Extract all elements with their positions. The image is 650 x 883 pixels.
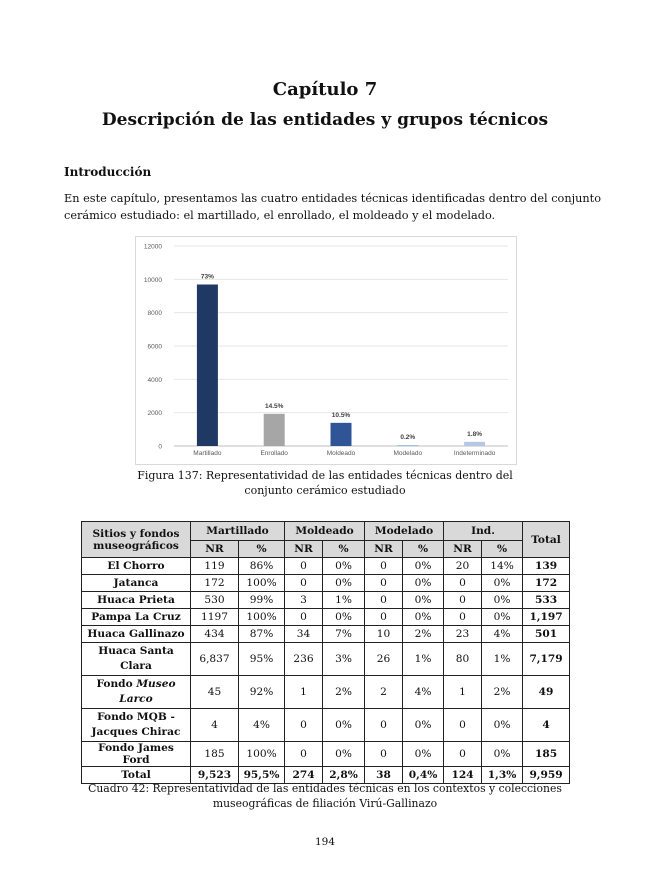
pct-cell: 0% (482, 742, 523, 767)
total-column-header: Total (523, 522, 570, 558)
subheader-nr: NR (285, 541, 323, 558)
nr-cell: 530 (191, 592, 239, 609)
data-label: 10.5% (331, 411, 351, 419)
site-name: Huaca Prieta (82, 592, 191, 609)
nr-cell: 0 (444, 575, 482, 592)
y-tick-label: 10000 (143, 276, 162, 284)
table-row (82, 676, 570, 709)
nr-cell: 80 (444, 643, 482, 676)
pct-cell: 2% (323, 676, 365, 709)
pct-cell: 1% (403, 643, 444, 676)
nr-cell: 0 (365, 609, 403, 626)
pct-cell: 0% (482, 609, 523, 626)
pct-cell: 1% (482, 643, 523, 676)
site-name: Pampa La Cruz (82, 609, 191, 626)
pct-cell: 0% (323, 575, 365, 592)
pct-cell: 0% (482, 592, 523, 609)
table-row (82, 558, 570, 575)
table-row (82, 609, 570, 626)
total-cell: 1,197 (523, 609, 570, 626)
pct-cell: 4% (239, 709, 285, 742)
pct-cell: 95% (239, 643, 285, 676)
bar-moldeado (331, 423, 352, 446)
nr-cell: 38 (365, 767, 403, 784)
pct-cell: 1,3% (482, 767, 523, 784)
bar-modelado (397, 445, 418, 446)
figure-caption: Figura 137: Representatividad de las entidades técnicas dentro del conjunto cerámico estudiado (137, 469, 513, 497)
site-name: Fondo Museo Larco (82, 676, 191, 709)
y-tick-label: 4000 (147, 376, 162, 384)
nr-cell: 20 (444, 558, 482, 575)
chapter-title: Descripción de las entidades y grupos técnicos (101, 110, 549, 130)
pct-cell: 0,4% (403, 767, 444, 784)
grand-total-cell: 9,959 (523, 767, 570, 784)
pct-cell: 4% (403, 676, 444, 709)
pct-cell: 100% (239, 575, 285, 592)
group-header-ind: Ind. (444, 522, 523, 541)
data-label: 73% (200, 273, 214, 281)
nr-cell: 3 (285, 592, 323, 609)
nr-cell: 0 (444, 609, 482, 626)
subheader-pct: % (323, 541, 365, 558)
pct-cell: 95,5% (239, 767, 285, 784)
bar-chart-svg (136, 237, 516, 464)
pct-cell: 0% (403, 558, 444, 575)
data-label: 1.8% (467, 430, 483, 438)
site-name: Huaca Santa Clara (82, 643, 191, 676)
nr-cell: 0 (365, 575, 403, 592)
nr-cell: 9,523 (191, 767, 239, 784)
nr-cell: 0 (365, 558, 403, 575)
chapter-heading: Capítulo 7 (272, 79, 378, 100)
nr-cell: 2 (365, 676, 403, 709)
total-cell: 49 (523, 676, 570, 709)
total-cell: 139 (523, 558, 570, 575)
total-cell: 7,179 (523, 643, 570, 676)
site-name: Fondo MQB - Jacques Chirac (82, 709, 191, 742)
x-tick-label: Enrollado (260, 450, 288, 457)
table-row (82, 742, 570, 767)
y-tick-label: 6000 (147, 343, 162, 351)
nr-cell: 0 (444, 742, 482, 767)
intro-paragraph: En este capítulo, presentamos las cuatro entidades técnicas identificadas dentro del conjunto cerámico estudiado: el martillado, el enrollado, el moldeado y el modelado. (64, 192, 602, 222)
table-row (82, 592, 570, 609)
group-header-modelado: Modelado (365, 522, 444, 541)
subheader-pct: % (403, 541, 444, 558)
pct-cell: 2% (482, 676, 523, 709)
group-header-moldeado: Moldeado (285, 522, 365, 541)
pct-cell: 100% (239, 742, 285, 767)
subheader-nr: NR (191, 541, 239, 558)
x-tick-label: Martillado (193, 450, 222, 457)
nr-cell: 0 (365, 709, 403, 742)
nr-cell: 124 (444, 767, 482, 784)
y-tick-label: 0 (158, 443, 162, 451)
group-header-martillado: Martillado (191, 522, 285, 541)
total-cell: 172 (523, 575, 570, 592)
site-name: Fondo James Ford (82, 742, 191, 767)
pct-cell: 4% (482, 626, 523, 643)
site-column-header: Sitios y fondos museográficos (82, 522, 191, 558)
site-name: Huaca Gallinazo (82, 626, 191, 643)
subheader-nr: NR (365, 541, 403, 558)
pct-cell: 0% (403, 592, 444, 609)
subheader-pct: % (239, 541, 285, 558)
nr-cell: 0 (285, 558, 323, 575)
pct-cell: 0% (323, 609, 365, 626)
pct-cell: 7% (323, 626, 365, 643)
site-name: El Chorro (82, 558, 191, 575)
pct-cell: 14% (482, 558, 523, 575)
total-cell: 4 (523, 709, 570, 742)
pct-cell: 0% (482, 575, 523, 592)
pct-cell: 0% (482, 709, 523, 742)
y-tick-label: 8000 (147, 310, 162, 318)
y-tick-label: 2000 (147, 410, 162, 418)
nr-cell: 26 (365, 643, 403, 676)
bar-martillado (197, 285, 218, 447)
total-cell: 533 (523, 592, 570, 609)
pct-cell: 0% (323, 558, 365, 575)
pct-cell: 0% (403, 742, 444, 767)
table-row (82, 575, 570, 592)
pct-cell: 0% (403, 609, 444, 626)
nr-cell: 0 (285, 709, 323, 742)
pct-cell: 99% (239, 592, 285, 609)
nr-cell: 0 (365, 742, 403, 767)
subheader-pct: % (482, 541, 523, 558)
x-tick-label: Moldeado (326, 450, 356, 457)
bar-chart (135, 236, 517, 465)
total-label: Total (82, 767, 191, 784)
nr-cell: 45 (191, 676, 239, 709)
nr-cell: 1 (444, 676, 482, 709)
nr-cell: 236 (285, 643, 323, 676)
nr-cell: 274 (285, 767, 323, 784)
y-tick-label: 12000 (143, 243, 162, 251)
nr-cell: 434 (191, 626, 239, 643)
pct-cell: 2,8% (323, 767, 365, 784)
pct-cell: 1% (323, 592, 365, 609)
nr-cell: 23 (444, 626, 482, 643)
nr-cell: 172 (191, 575, 239, 592)
nr-cell: 0 (285, 575, 323, 592)
pct-cell: 92% (239, 676, 285, 709)
pct-cell: 100% (239, 609, 285, 626)
pct-cell: 3% (323, 643, 365, 676)
total-cell: 501 (523, 626, 570, 643)
pct-cell: 0% (403, 575, 444, 592)
entities-table (81, 521, 570, 784)
nr-cell: 1197 (191, 609, 239, 626)
nr-cell: 4 (191, 709, 239, 742)
pct-cell: 87% (239, 626, 285, 643)
page-number: 194 (314, 836, 336, 848)
pct-cell: 0% (323, 709, 365, 742)
nr-cell: 6,837 (191, 643, 239, 676)
pct-cell: 2% (403, 626, 444, 643)
nr-cell: 0 (444, 592, 482, 609)
nr-cell: 34 (285, 626, 323, 643)
x-tick-label: Indeterminado (453, 450, 496, 457)
nr-cell: 119 (191, 558, 239, 575)
table-row (82, 626, 570, 643)
pct-cell: 0% (403, 709, 444, 742)
data-label: 0.2% (400, 434, 416, 441)
nr-cell: 185 (191, 742, 239, 767)
bar-indeterminado (464, 442, 485, 446)
section-heading: Introducción (64, 165, 152, 179)
nr-cell: 0 (365, 592, 403, 609)
pct-cell: 0% (323, 742, 365, 767)
site-name: Jatanca (82, 575, 191, 592)
nr-cell: 1 (285, 676, 323, 709)
pct-cell: 86% (239, 558, 285, 575)
data-label: 14.5% (264, 402, 284, 410)
nr-cell: 0 (285, 742, 323, 767)
total-cell: 185 (523, 742, 570, 767)
x-tick-label: Modelado (393, 450, 423, 457)
table-row (82, 709, 570, 742)
nr-cell: 0 (285, 609, 323, 626)
table-row (82, 643, 570, 676)
table-caption: Cuadro 42: Representatividad de las entidades técnicas en los contextos y colecciones museográficas de filiación Virú-Gallinazo (88, 782, 562, 810)
bar-enrollado (264, 414, 285, 446)
nr-cell: 10 (365, 626, 403, 643)
subheader-nr: NR (444, 541, 482, 558)
nr-cell: 0 (444, 709, 482, 742)
